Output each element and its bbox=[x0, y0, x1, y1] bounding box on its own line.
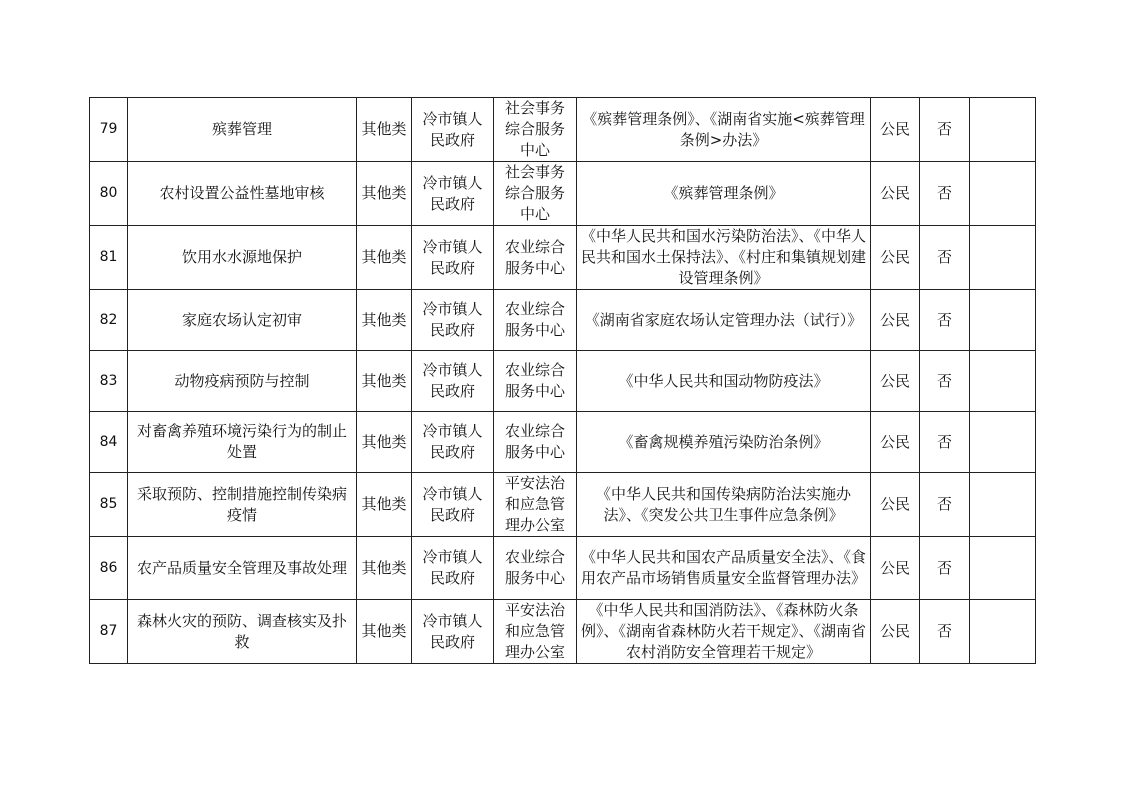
matter-name: 采取预防、控制措施控制传染病疫情 bbox=[128, 473, 357, 537]
matter-category: 其他类 bbox=[357, 473, 412, 537]
table-row bbox=[90, 600, 1036, 664]
remarks-cell bbox=[970, 98, 1036, 162]
matter-category: 其他类 bbox=[357, 162, 412, 226]
matter-category: 其他类 bbox=[357, 98, 412, 162]
matter-category: 其他类 bbox=[357, 290, 412, 351]
flag-value: 否 bbox=[920, 473, 970, 537]
responsible-office: 农业综合服务中心 bbox=[494, 412, 577, 473]
legal-basis: 《湖南省家庭农场认定管理办法（试行）》 bbox=[577, 290, 871, 351]
flag-value: 否 bbox=[920, 98, 970, 162]
matter-category: 其他类 bbox=[357, 226, 412, 290]
service-target: 公民 bbox=[871, 351, 920, 412]
row-number: 84 bbox=[90, 412, 128, 473]
responsible-office: 农业综合服务中心 bbox=[494, 290, 577, 351]
legal-basis: 《中华人民共和国传染病防治法实施办法》、《突发公共卫生事件应急条例》 bbox=[577, 473, 871, 537]
remarks-cell bbox=[970, 226, 1036, 290]
responsible-office: 社会事务综合服务中心 bbox=[494, 98, 577, 162]
service-target: 公民 bbox=[871, 98, 920, 162]
matter-name: 殡葬管理 bbox=[128, 98, 357, 162]
row-number: 83 bbox=[90, 351, 128, 412]
service-target: 公民 bbox=[871, 600, 920, 664]
implementing-agency: 冷市镇人民政府 bbox=[412, 98, 494, 162]
implementing-agency: 冷市镇人民政府 bbox=[412, 290, 494, 351]
matter-name: 饮用水水源地保护 bbox=[128, 226, 357, 290]
table-row bbox=[90, 162, 1036, 226]
legal-basis: 《畜禽规模养殖污染防治条例》 bbox=[577, 412, 871, 473]
table-row bbox=[90, 473, 1036, 537]
row-number: 82 bbox=[90, 290, 128, 351]
row-number: 80 bbox=[90, 162, 128, 226]
matter-name: 农村设置公益性墓地审核 bbox=[128, 162, 357, 226]
service-target: 公民 bbox=[871, 290, 920, 351]
matter-category: 其他类 bbox=[357, 412, 412, 473]
remarks-cell bbox=[970, 412, 1036, 473]
service-target: 公民 bbox=[871, 412, 920, 473]
flag-value: 否 bbox=[920, 537, 970, 600]
remarks-cell bbox=[970, 537, 1036, 600]
row-number: 79 bbox=[90, 98, 128, 162]
matter-category: 其他类 bbox=[357, 600, 412, 664]
table-row bbox=[90, 226, 1036, 290]
flag-value: 否 bbox=[920, 412, 970, 473]
table-row bbox=[90, 290, 1036, 351]
row-number: 81 bbox=[90, 226, 128, 290]
matter-name: 森林火灾的预防、调查核实及扑救 bbox=[128, 600, 357, 664]
remarks-cell bbox=[970, 351, 1036, 412]
legal-basis: 《中华人民共和国动物防疫法》 bbox=[577, 351, 871, 412]
matter-category: 其他类 bbox=[357, 537, 412, 600]
legal-basis: 《中华人民共和国消防法》、《森林防火条例》、《湖南省森林防火若干规定》、《湖南省农村消防安全管理若干规定》 bbox=[577, 600, 871, 664]
implementing-agency: 冷市镇人民政府 bbox=[412, 226, 494, 290]
matter-name: 农产品质量安全管理及事故处理 bbox=[128, 537, 357, 600]
matter-name: 动物疫病预防与控制 bbox=[128, 351, 357, 412]
flag-value: 否 bbox=[920, 600, 970, 664]
matter-category: 其他类 bbox=[357, 351, 412, 412]
implementing-agency: 冷市镇人民政府 bbox=[412, 473, 494, 537]
legal-basis: 《中华人民共和国水污染防治法》、《中华人民共和国水土保持法》、《村庄和集镇规划建设管理条例》 bbox=[577, 226, 871, 290]
row-number: 85 bbox=[90, 473, 128, 537]
row-number: 86 bbox=[90, 537, 128, 600]
table-row bbox=[90, 412, 1036, 473]
remarks-cell bbox=[970, 162, 1036, 226]
table-row bbox=[90, 537, 1036, 600]
matter-name: 家庭农场认定初审 bbox=[128, 290, 357, 351]
implementing-agency: 冷市镇人民政府 bbox=[412, 600, 494, 664]
remarks-cell bbox=[970, 600, 1036, 664]
implementing-agency: 冷市镇人民政府 bbox=[412, 412, 494, 473]
legal-basis: 《中华人民共和国农产品质量安全法》、《食用农产品市场销售质量安全监督管理办法》 bbox=[577, 537, 871, 600]
service-target: 公民 bbox=[871, 537, 920, 600]
matters-table bbox=[89, 97, 1036, 664]
implementing-agency: 冷市镇人民政府 bbox=[412, 162, 494, 226]
flag-value: 否 bbox=[920, 290, 970, 351]
matter-name: 对畜禽养殖环境污染行为的制止处置 bbox=[128, 412, 357, 473]
service-target: 公民 bbox=[871, 162, 920, 226]
remarks-cell bbox=[970, 473, 1036, 537]
table-row bbox=[90, 98, 1036, 162]
row-number: 87 bbox=[90, 600, 128, 664]
responsible-office: 农业综合服务中心 bbox=[494, 351, 577, 412]
service-target: 公民 bbox=[871, 473, 920, 537]
responsible-office: 平安法治和应急管理办公室 bbox=[494, 600, 577, 664]
responsible-office: 农业综合服务中心 bbox=[494, 226, 577, 290]
implementing-agency: 冷市镇人民政府 bbox=[412, 351, 494, 412]
responsible-office: 农业综合服务中心 bbox=[494, 537, 577, 600]
flag-value: 否 bbox=[920, 162, 970, 226]
legal-basis: 《殡葬管理条例》 bbox=[577, 162, 871, 226]
responsible-office: 社会事务综合服务中心 bbox=[494, 162, 577, 226]
legal-basis: 《殡葬管理条例》、《湖南省实施<殡葬管理条例>办法》 bbox=[577, 98, 871, 162]
remarks-cell bbox=[970, 290, 1036, 351]
table-row bbox=[90, 351, 1036, 412]
flag-value: 否 bbox=[920, 351, 970, 412]
implementing-agency: 冷市镇人民政府 bbox=[412, 537, 494, 600]
service-target: 公民 bbox=[871, 226, 920, 290]
responsible-office: 平安法治和应急管理办公室 bbox=[494, 473, 577, 537]
flag-value: 否 bbox=[920, 226, 970, 290]
